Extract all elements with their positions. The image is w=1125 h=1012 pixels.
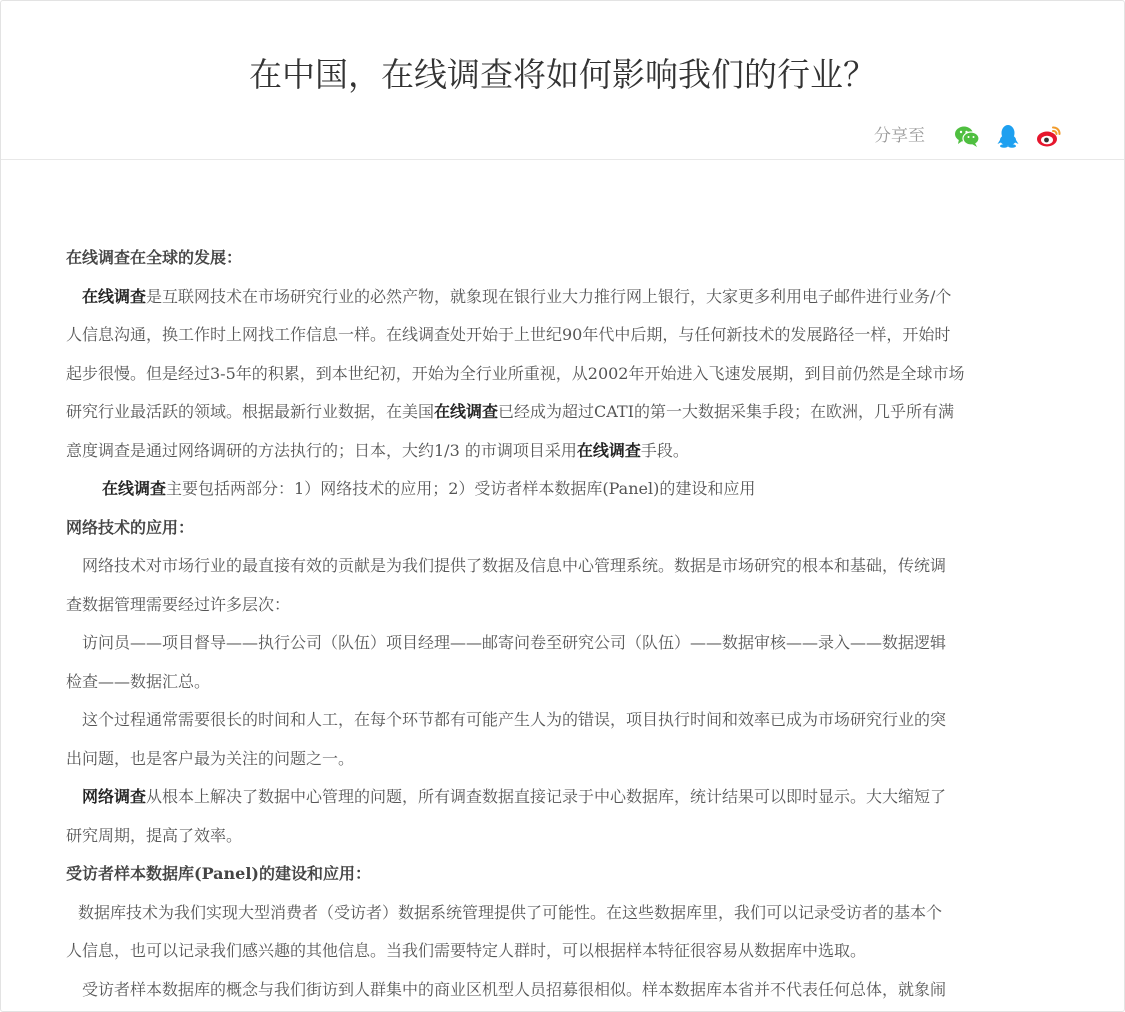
keyword-online-survey: 在线调查 [102, 479, 167, 498]
section-heading: 在线调查在全球的发展： [66, 248, 243, 267]
paragraph-line: 意度调查是通过网络调研的方法执行的；日本，大约1/3 的市调项目采用在线调查手段。 [66, 440, 689, 460]
paragraph-line: 访问员——项目督导——执行公司（队伍）项目经理——邮寄问卷至研究公司（队伍）——数据审核——录入——数据逻辑 [82, 633, 947, 652]
article-header [1, 1, 1124, 160]
paragraph-line: 网络调查从根本上解决了数据中心管理的问题，所有调查数据直接记录于中心数据库，统计结果可以即时显示。大大缩短了 [82, 787, 947, 806]
keyword-online-survey: 在线调查 [576, 440, 641, 460]
paragraph-line: 起步很慢。但是经过3-5年的积累，到本世纪初，开始为全行业所重视，从2002年开始进入飞速发展期，到目前仍然是全球市场 [66, 363, 965, 383]
paragraph-line: 在线调查是互联网技术在市场研究行业的必然产物，就象现在银行业大力推行网上银行，大家更多利用电子邮件进行业务/个 [82, 286, 952, 306]
section-heading: 受访者样本数据库(Panel)的建设和应用： [66, 864, 372, 883]
paragraph-line: 出问题，也是客户最为关注的问题之一。 [66, 748, 355, 768]
paragraph-line: 在线调查主要包括两部分：1）网络技术的应用；2）受访者样本数据库(Panel)的建设和应用 [102, 479, 756, 498]
paragraph-line: 人信息，也可以记录我们感兴趣的其他信息。当我们需要特定人群时，可以根据样本特征很容易从数据库中选取。 [66, 941, 867, 960]
paragraph-line: 数据库技术为我们实现大型消费者（受访者）数据系统管理提供了可能性。在这些数据库里，我们可以记录受访者的基本个 [78, 902, 943, 922]
keyword-online-survey: 网络调查 [82, 787, 147, 806]
article-title: 在中国，在线调查将如何影响我们的行业？ [249, 55, 876, 94]
keyword-online-survey: 在线调查 [434, 402, 499, 421]
article-body [66, 239, 1061, 1009]
keyword-online-survey: 在线调查 [82, 286, 147, 306]
wechat-icon[interactable] [954, 123, 980, 149]
qq-icon[interactable] [995, 123, 1021, 149]
paragraph-line: 网络技术对市场行业的最直接有效的贡献是为我们提供了数据及信息中心管理系统。数据是市场研究的根本和基础，传统调 [82, 556, 947, 575]
paragraph-line: 查数据管理需要经过许多层次： [66, 594, 291, 614]
weibo-icon[interactable] [1036, 123, 1062, 149]
section-heading: 网络技术的应用： [66, 517, 195, 537]
paragraph-line: 检查——数据汇总。 [66, 671, 211, 691]
share-label: 分享至 [874, 126, 925, 146]
share-bar [874, 122, 1062, 150]
paragraph-line: 受访者样本数据库的概念与我们街访到人群集中的商业区机型人员招募很相似。样本数据库本省并不代表任何总体，就象闹 [82, 979, 947, 999]
paragraph-line: 研究行业最活跃的领域。根据最新行业数据，在美国在线调查已经成为超过CATI的第一大数据采集手段；在欧洲，几乎所有满 [66, 402, 954, 421]
paragraph-line: 人信息沟通，换工作时上网找工作信息一样。在线调查处开始于上世纪90年代中后期，与任何新技术的发展路径一样，开始时 [66, 325, 951, 344]
paragraph-line: 研究周期，提高了效率。 [66, 825, 243, 845]
paragraph-line: 这个过程通常需要很长的时间和人工，在每个环节都有可能产生人为的错误，项目执行时间和效率已成为市场研究行业的突 [82, 710, 947, 729]
